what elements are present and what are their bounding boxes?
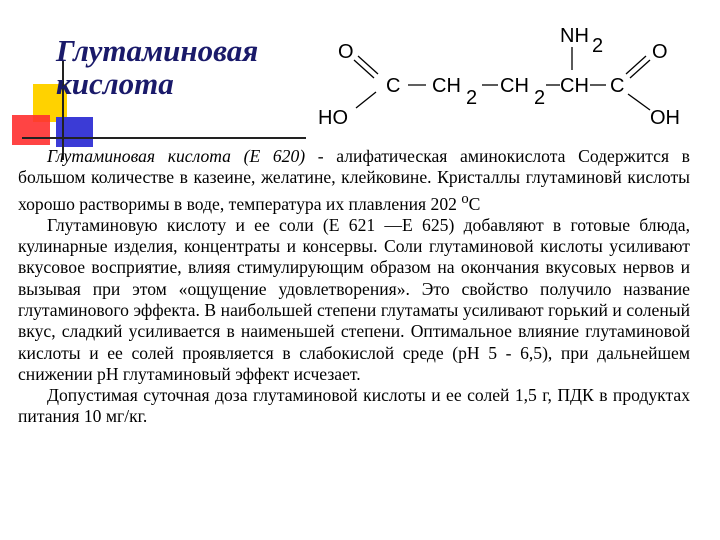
formula-ch2-b-sub: 2 — [534, 87, 546, 109]
paragraph-1-end: С — [468, 193, 481, 214]
formula-ch2-b: CH — [500, 75, 529, 97]
decorative-red-square — [12, 115, 50, 145]
formula-o-right: O — [652, 41, 668, 63]
paragraph-1-text: - алифатическая аминокислота Содержится в большом количестве в казеине, желатине, клейковине. Кристаллы глутаминовй кислоты хорошо растворимы в воде, температура их плавления 202 — [18, 146, 690, 214]
paragraph-1 — [18, 146, 690, 215]
single-bond-left-oh — [356, 92, 376, 108]
title-underline — [22, 137, 306, 139]
paragraph-3: Допустимая суточная доза глутаминовой кислоты и ее солей 1,5 г, ПДК в продуктах питания 10 мг/кг. — [18, 385, 690, 427]
paragraph-2: Глутаминовую кислоту и ее соли (Е 621 —Е 625) добавляют в готовые блюда, кулинарные изделия, концентраты и консервы. Соли глутаминовой кислоты усиливают вкусовое восприятие, влияя стимулирующим образом на окончания вкусовых нервов и вызывая при этом «ощущение удовлетворения». Это свойство получило название глутаминового эффекта. В наибольшей степени глутаматы усиливают горький и соленый вкус, сладкий усиливается в наименьшей степени. Оптимальное влияние глутаминовой кислоты и ее солей проявляется в слабокислой среде (рН 5 - 6,5), при дальнейшем снижении рН глутаминовый эффект исчезает. — [18, 214, 690, 384]
formula-oh-right: OH — [650, 107, 680, 129]
double-bond-right-2 — [630, 60, 650, 78]
formula-ch: CH — [560, 75, 589, 97]
slide-title: Глутаминовая кислота — [56, 33, 259, 101]
formula-c1: C — [386, 75, 401, 97]
single-bond-right-oh — [628, 94, 650, 110]
structural-formula — [310, 12, 710, 142]
formula-ho-left: HO — [318, 107, 348, 129]
body-text — [18, 146, 690, 428]
formula-o-left: O — [338, 41, 354, 63]
formula-c2: C — [610, 75, 625, 97]
formula-nh2: NH — [560, 25, 589, 47]
formula-nh2-sub: 2 — [592, 35, 604, 57]
double-bond-right-1 — [626, 56, 646, 74]
formula-ch2-a: CH — [432, 75, 461, 97]
double-bond-left-1 — [354, 60, 374, 78]
double-bond-left-2 — [358, 56, 378, 74]
paragraph-1-lead: Глутаминовая кислота (Е 620) — [47, 146, 306, 166]
formula-ch2-a-sub: 2 — [466, 87, 478, 109]
degree-sign: о — [461, 190, 469, 207]
